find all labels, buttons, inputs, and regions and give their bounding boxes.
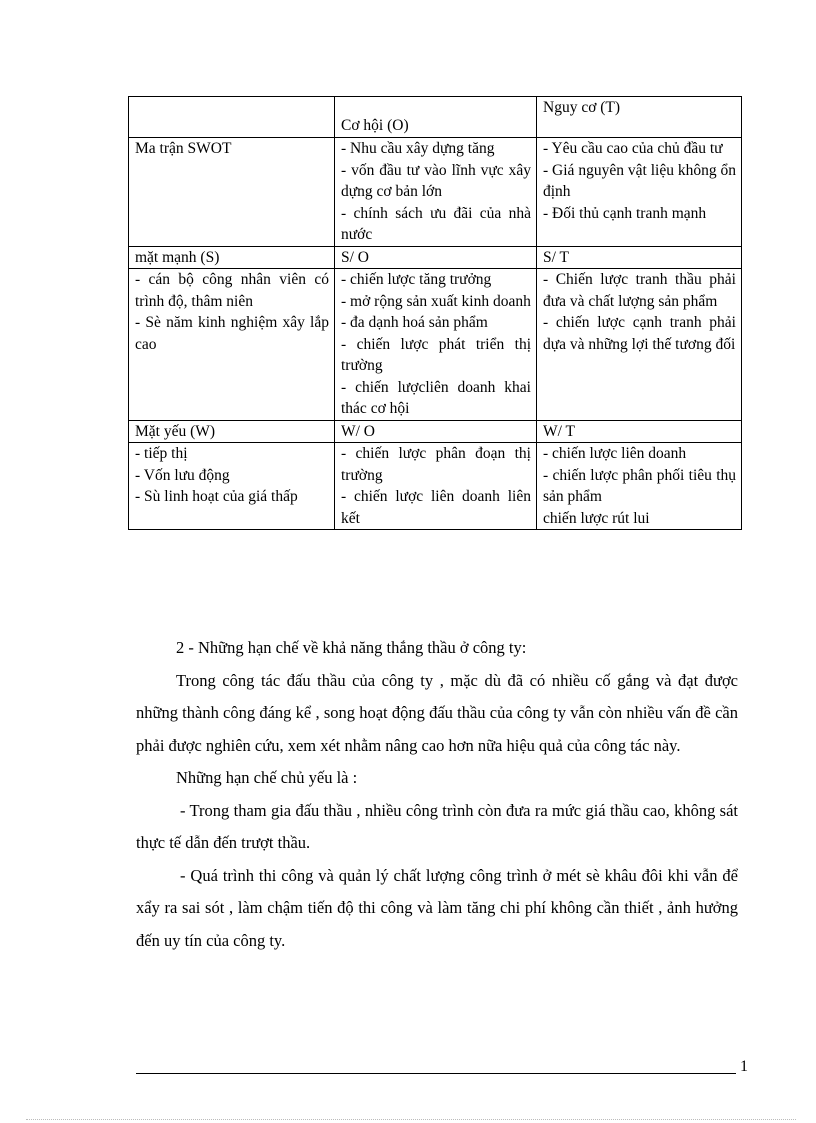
threats-list-cell — [537, 138, 742, 247]
list-item: - chiến lược liên doanh liên kết — [341, 488, 531, 527]
strengths-label: mặt mạnh (S) — [135, 248, 220, 266]
wo-label-cell — [335, 420, 537, 443]
weaknesses-list-cell — [129, 443, 335, 530]
list-item: - chiến lược phân phối tiêu thụ sản phẩm — [543, 466, 736, 505]
list-item: - chiến lược phát triển thị trường — [341, 335, 531, 374]
list-item: - Sù linh hoạt của giá thấp — [135, 488, 298, 505]
header-opportunities-label: Cơ hội (O) — [341, 117, 409, 134]
list-item: - chiến lược liên doanh — [543, 445, 687, 462]
list-item: - chiến lược tăng trưởng — [341, 271, 492, 288]
header-threats-cell — [537, 97, 742, 138]
strengths-label-cell — [129, 246, 335, 269]
list-item: - Nhu cầu xây dựng tăng — [341, 140, 495, 157]
swot-matrix-table — [128, 96, 742, 530]
st-label: S/ T — [543, 248, 569, 266]
strengths-list-cell — [129, 269, 335, 421]
list-item: - chiến lược phân đoạn thị trường — [341, 445, 531, 484]
list-item: - mở rộng sản xuất kinh doanh — [341, 292, 531, 310]
wo-strategies-cell — [335, 443, 537, 530]
matrix-label: Ma trận SWOT — [135, 140, 232, 157]
list-item: - Giá nguyên vật liệu không ổn định — [543, 161, 736, 200]
wt-label-cell — [537, 420, 742, 443]
list-item: - đa dạnh hoá sản phẩm — [341, 314, 488, 331]
st-strategies-cell — [537, 269, 742, 421]
header-threats-label: Nguy cơ (T) — [543, 99, 621, 116]
list-item: - Đối thủ cạnh tranh mạnh — [543, 204, 707, 222]
paragraph: Trong công tác đấu thầu của công ty , mặc dù đã có nhiều cố gắng và đạt được những thành công đáng kể , song hoạt động đấu thầu của công ty vẫn còn nhiều vấn đề cần phải được nghiên cứu, xem xét nhằm nâng cao hơn nữa hiệu quả của công tác này. — [136, 670, 738, 755]
opportunities-list-cell — [335, 138, 537, 247]
weaknesses-label-cell — [129, 420, 335, 443]
so-label: S/ O — [341, 248, 369, 266]
list-item: - Sè năm kinh nghiệm xây lắp cao — [135, 314, 329, 353]
swot-matrix-row — [129, 138, 742, 247]
header-blank-cell — [129, 97, 335, 138]
list-item: - Chiến lược tranh thầu phải đưa và chất lượng sản phẩm — [543, 271, 736, 310]
weaknesses-label: Mặt yếu (W) — [135, 422, 216, 440]
so-label-cell — [335, 246, 537, 269]
list-item: - Vốn lưu động — [135, 466, 230, 484]
swot-header-row — [129, 97, 742, 138]
header-opportunities-cell — [335, 97, 537, 138]
wt-strategies-cell — [537, 443, 742, 530]
weaknesses-header-row — [129, 420, 742, 443]
section-heading: 2 - Những hạn chế về khả năng thắng thầu ở công ty: — [176, 638, 527, 657]
wo-label: W/ O — [341, 422, 376, 440]
list-item: - Yêu cầu cao của chủ đầu tư — [543, 140, 723, 157]
list-item: chiến lược rút lui — [543, 509, 650, 527]
so-strategies-cell — [335, 269, 537, 421]
body-text — [136, 632, 738, 957]
weaknesses-row — [129, 443, 742, 530]
paragraph: - Quá trình thi công và quản lý chất lượng công trình ở mét sè khâu đôi khi vẫn để xẩy ra sai sót , làm chậm tiến độ thi công và làm tăng chi phí không cần thiết , ảnh hưởng đến uy tín của công ty. — [136, 865, 738, 950]
page-bottom-divider — [26, 1119, 796, 1120]
wt-label: W/ T — [543, 422, 575, 440]
list-item: - vốn đầu tư vào lĩnh vực xây dựng cơ bản lớn — [341, 161, 531, 200]
list-item: - tiếp thị — [135, 445, 188, 462]
footer-rule — [136, 1073, 736, 1074]
page-number: 1 — [740, 1058, 748, 1075]
list-item: - chính sách ưu đãi của nhà nước — [341, 204, 531, 243]
st-label-cell — [537, 246, 742, 269]
list-item: - chiến lược cạnh tranh phải dựa và những lợi thế tương đối — [543, 314, 736, 353]
matrix-label-cell — [129, 138, 335, 247]
paragraph: Những hạn chế chủ yếu là : — [176, 768, 358, 787]
list-item: - chiến lượcliên doanh khai thác cơ hội — [341, 378, 531, 417]
strengths-row — [129, 269, 742, 421]
list-item: - cán bộ công nhân viên có trình độ, thâm niên — [135, 271, 329, 310]
paragraph: - Trong tham gia đấu thầu , nhiều công trình còn đưa ra mức giá thầu cao, không sát thực tế dẫn đến trượt thầu. — [136, 800, 738, 852]
strengths-header-row — [129, 246, 742, 269]
